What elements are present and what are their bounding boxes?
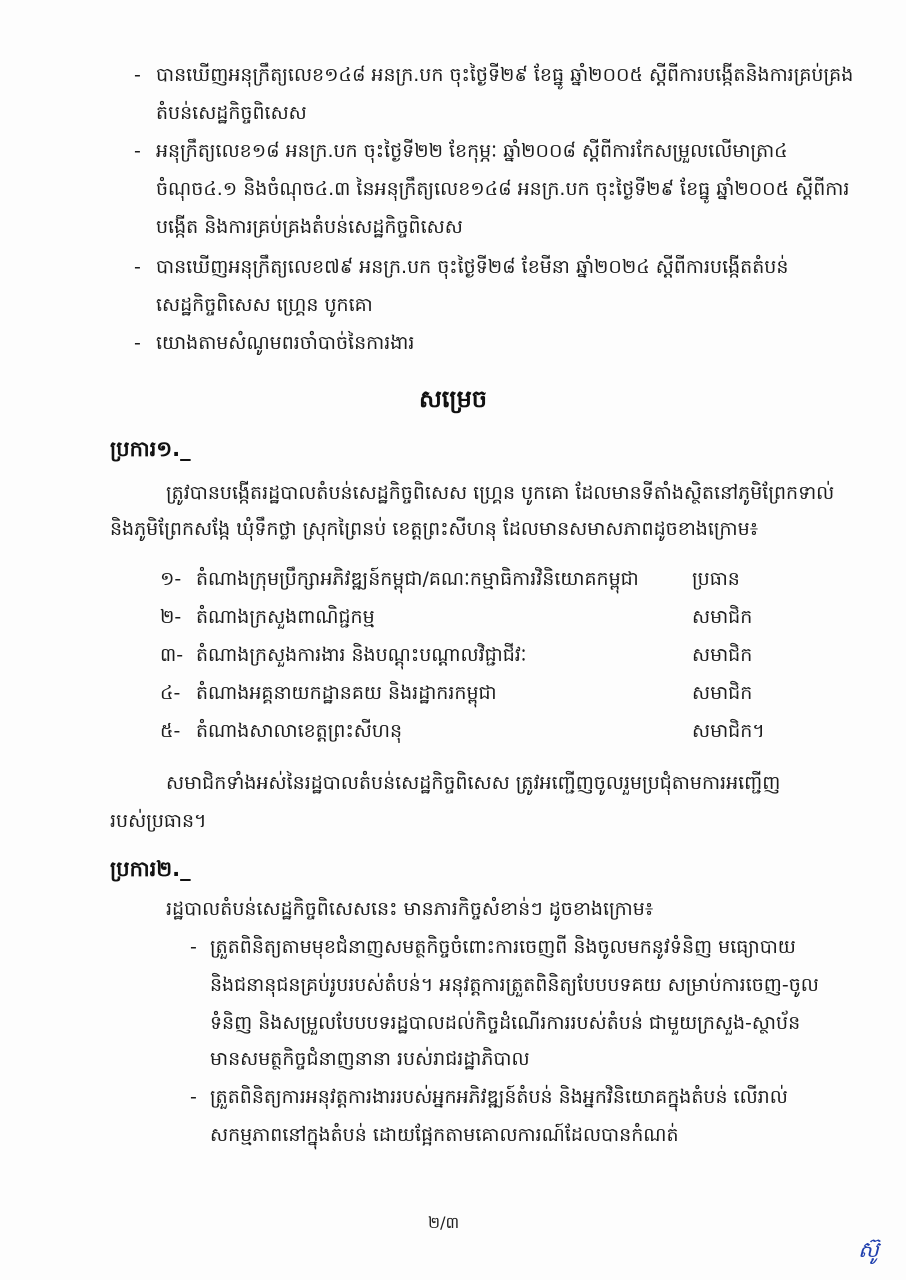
- member-number: ២-: [160, 606, 182, 628]
- preamble-line: យោងតាមសំណូមពរចាំបាច់នៃការងារ: [156, 332, 415, 354]
- preamble-line: ចំណុច៤.១ និងចំណុច៤.៣ នៃអនុក្រឹត្យលេខ១៤៨ អនក្រ.បក ចុះថ្ងៃទី២៩ ខែធ្នូ ឆ្នាំ២០០៥ ស្ដីពីការ: [156, 178, 850, 200]
- handwritten-initials: ស៊ូ: [858, 1238, 879, 1263]
- member-role: ប្រធាន: [692, 568, 740, 590]
- article-2-intro: រដ្ឋបាលតំបន់សេដ្ឋកិច្ចពិសេសនេះ មានភារកិច្ចសំខាន់ៗ ដូចខាងក្រោម៖: [166, 898, 654, 920]
- bullet-dash: -: [134, 256, 141, 278]
- preamble-line: បង្កើត និងការគ្រប់គ្រងតំបន់សេដ្ឋកិច្ចពិសេស: [156, 216, 463, 238]
- article-1-closing-line: របស់ប្រធាន។: [110, 810, 207, 832]
- decision-heading: សម្រេច: [418, 385, 488, 413]
- bullet-dash: -: [134, 64, 141, 86]
- member-number: ៥-: [160, 720, 181, 742]
- member-row: [160, 604, 780, 630]
- member-text: តំណាងអគ្គនាយកដ្ឋានគយ និងរដ្ឋាករកម្ពុជា: [196, 682, 497, 704]
- member-row: [160, 718, 780, 744]
- article-1-title: ប្រការ១._: [110, 437, 191, 461]
- duty-line: ត្រួតពិនិត្យការអនុវត្តការងាររបស់អ្នកអភិវឌ្ឍន៍តំបន់ និងអ្នកវិនិយោគក្នុងតំបន់ លើរាល់: [210, 1086, 788, 1108]
- bullet-dash: -: [134, 332, 141, 354]
- member-role: សមាជិក: [692, 606, 753, 628]
- member-row: [160, 642, 780, 668]
- member-text: តំណាងក្រសួងពាណិជ្ជកម្ម: [196, 606, 375, 628]
- duty-line: មានសមត្ថកិច្ចជំនាញនានា របស់រាជរដ្ឋាភិបាល: [210, 1048, 530, 1070]
- member-role: សមាជិក: [692, 682, 753, 704]
- duty-line: ត្រួតពិនិត្យតាមមុខជំនាញសមត្ថកិច្ចចំពោះការចេញពី និងចូលមកនូវទំនិញ មធ្យោបាយ: [210, 936, 796, 958]
- preamble-line: សេដ្ឋកិច្ចពិសេស ហ្រ្គេន បូកគោ: [156, 294, 373, 316]
- article-2-title: ប្រការ២._: [110, 857, 191, 881]
- duty-line: ទំនិញ និងសម្រួលបែបបទរដ្ឋបាលដល់កិច្ចដំណើរការរបស់តំបន់ ជាមួយក្រសួង-ស្ថាប័ន: [210, 1012, 801, 1034]
- member-text: តំណាងក្រុមប្រឹក្សាអភិវឌ្ឍន៍កម្ពុជា/គណៈកម្មាធិការវិនិយោគកម្ពុជា: [196, 568, 639, 590]
- member-text: តំណាងសាលាខេត្តព្រះសីហនុ: [196, 720, 403, 742]
- bullet-dash: -: [134, 140, 141, 162]
- member-role: សមាជិក: [692, 644, 753, 666]
- preamble-line: បានឃើញអនុក្រឹត្យលេខ៧៩ អនក្រ.បក ចុះថ្ងៃទី២៨ ខែមីនា ឆ្នាំ២០២៤ ស្ដីពីការបង្កើតតំបន់: [156, 256, 789, 278]
- article-1-paragraph-line: ត្រូវបានបង្កើតរដ្ឋបាលតំបន់សេដ្ឋកិច្ចពិសេស ហ្រ្គេន បូកគោ ដែលមានទីតាំងស្ថិតនៅភូមិព្រែកទាល់: [166, 482, 835, 504]
- page-number: ២/៣: [428, 1213, 460, 1232]
- member-number: ៤-: [160, 682, 181, 704]
- preamble-line: តំបន់សេដ្ឋកិច្ចពិសេស: [156, 102, 307, 124]
- bullet-dash: -: [190, 1086, 197, 1108]
- duty-line: សកម្មភាពនៅក្នុងតំបន់ ដោយផ្អែកតាមគោលការណ៍ដែលបានកំណត់: [210, 1124, 679, 1146]
- member-role: សមាជិក។: [692, 720, 765, 742]
- preamble-line: បានឃើញអនុក្រឹត្យលេខ១៤៨ អនក្រ.បក ចុះថ្ងៃទី២៩ ខែធ្នូ ឆ្នាំ២០០៥ ស្ដីពីការបង្កើតនិងការគ្រប់គ្រង: [156, 64, 854, 86]
- duty-line: និងជនានុជនគ្រប់រូបរបស់តំបន់។ អនុវត្តការត្រួតពិនិត្យបែបបទគយ សម្រាប់ការចេញ-ចូល: [210, 974, 819, 996]
- member-text: តំណាងក្រសួងការងារ និងបណ្ដុះបណ្ដាលវិជ្ជាជីវៈ: [196, 644, 527, 666]
- member-row: [160, 680, 780, 706]
- preamble-line: អនុក្រឹត្យលេខ១៨ អនក្រ.បក ចុះថ្ងៃទី២២ ខែកុម្ភៈ ឆ្នាំ២០០៨ ស្ដីពីការកែសម្រួលលើមាត្រា៤: [156, 140, 788, 162]
- article-1-paragraph-line: និងភូមិព្រែកសង្កែ ឃុំទឹកថ្លា ស្រុកព្រៃនប់ ខេត្តព្រះសីហនុ ដែលមានសមាសភាពដូចខាងក្រោម៖: [110, 518, 759, 540]
- bullet-dash: -: [190, 936, 197, 958]
- member-number: ១-: [160, 568, 182, 590]
- article-1-closing-line: សមាជិកទាំងអស់នៃរដ្ឋបាលតំបន់សេដ្ឋកិច្ចពិសេស ត្រូវអញ្ជើញចូលរួមប្រជុំតាមការអញ្ជើញ: [166, 772, 781, 794]
- member-row: [160, 566, 780, 592]
- member-number: ៣-: [160, 644, 184, 666]
